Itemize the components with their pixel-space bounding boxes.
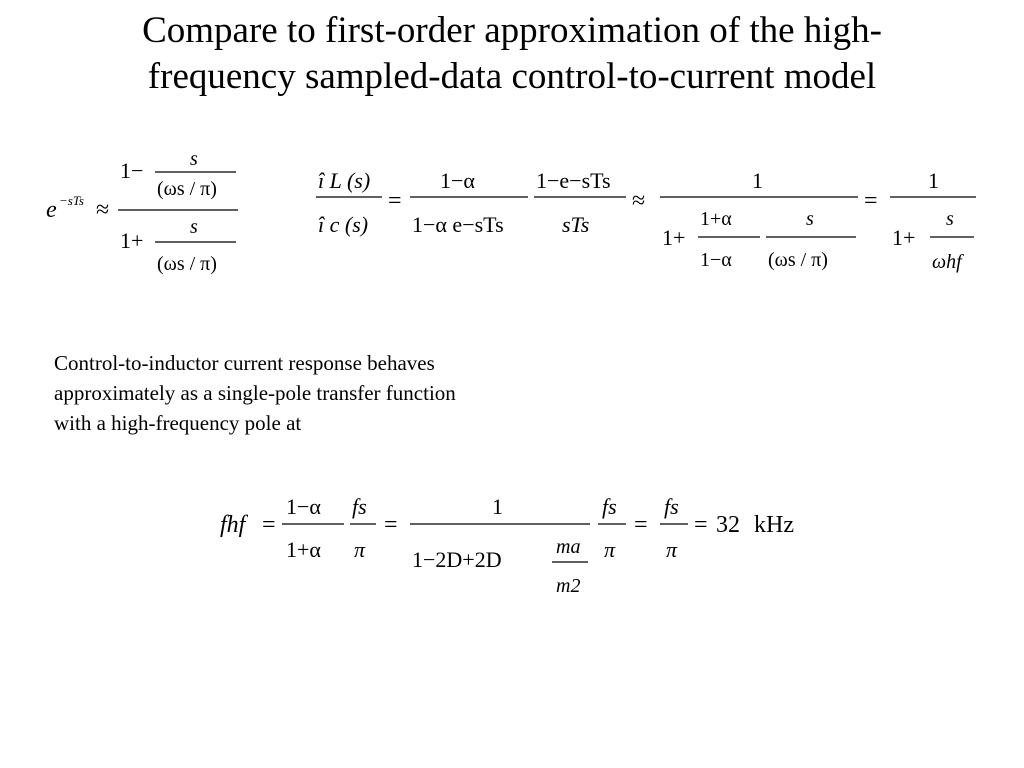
frac3-s: s [806, 208, 814, 230]
fhf-pi-3: π [666, 537, 678, 562]
fhf-value: 32 [716, 512, 740, 538]
exp-den-omega-pi: (ωs / π) [157, 253, 217, 275]
approx-symbol: ≈ [96, 197, 110, 223]
exp-num-omega-pi: (ωs / π) [157, 178, 217, 200]
frac3-alpha-den: 1−α [700, 249, 732, 271]
fhf-one: 1 [492, 494, 503, 519]
fhf-eq-1: = [262, 512, 276, 538]
current-ratio-equation [316, 168, 976, 273]
fhf-m2: m2 [556, 575, 581, 597]
fhf-alpha-num: 1−α [286, 494, 321, 519]
frac4-omega-hf: ωhf [932, 251, 962, 273]
frac2-den: sTs [562, 212, 590, 237]
fhf-eq-4: = [694, 512, 708, 538]
exp-den-s: s [190, 216, 198, 238]
ratio-approx: ≈ [632, 188, 646, 214]
fhf-fs-3: fs [664, 494, 679, 519]
exp-exponent: −sTs [59, 193, 84, 208]
frac3-num: 1 [752, 168, 763, 193]
exp-base: e [46, 197, 57, 223]
fhf-alpha-den: 1+α [286, 537, 321, 562]
description-line-1: Control-to-inductor current response behaves [54, 351, 435, 375]
frac4-one-plus: 1+ [892, 225, 916, 250]
exp-den-lead: 1+ [120, 228, 144, 253]
description-line-2: approximately as a single-pole transfer function [54, 381, 456, 405]
fhf-lhs: fhf [220, 512, 246, 538]
fhf-equation [220, 494, 794, 597]
frac4-s: s [946, 208, 954, 230]
description-text [54, 348, 574, 438]
fhf-pi-1: π [354, 537, 366, 562]
frac3-omega-pi: (ωs / π) [768, 249, 828, 271]
fhf-unit: kHz [754, 512, 794, 538]
title-line-2: frequency sampled-data control-to-current model [147, 56, 877, 97]
fhf-fs-1: fs [352, 494, 367, 519]
title-line-1: Compare to first-order approximation of the high- [142, 10, 882, 51]
frac4-num: 1 [928, 168, 939, 193]
ratio-eq-1: = [388, 188, 402, 214]
exp-num-lead: 1− [120, 158, 144, 183]
fhf-fs-2: fs [602, 494, 617, 519]
exp-approximation-equation [46, 148, 238, 275]
fhf-eq-3: = [634, 512, 648, 538]
frac1-den: 1−α e−sTs [412, 212, 504, 237]
frac2-num: 1−e−sTs [536, 168, 611, 193]
fhf-eq-2: = [384, 512, 398, 538]
fhf-den: 1−2D+2D [412, 547, 502, 572]
description-line-3: with a high-frequency pole at [54, 411, 302, 435]
frac3-one-plus: 1+ [662, 225, 686, 250]
frac1-num: 1−α [440, 168, 475, 193]
frac3-alpha-num: 1+α [700, 208, 732, 230]
ratio-eq-2: = [864, 188, 878, 214]
fhf-ma: ma [556, 536, 581, 558]
ic-of-s: î c (s) [318, 212, 369, 237]
il-of-s: î L (s) [318, 168, 371, 193]
exp-num-s: s [190, 148, 198, 170]
fhf-pi-2: π [604, 537, 616, 562]
